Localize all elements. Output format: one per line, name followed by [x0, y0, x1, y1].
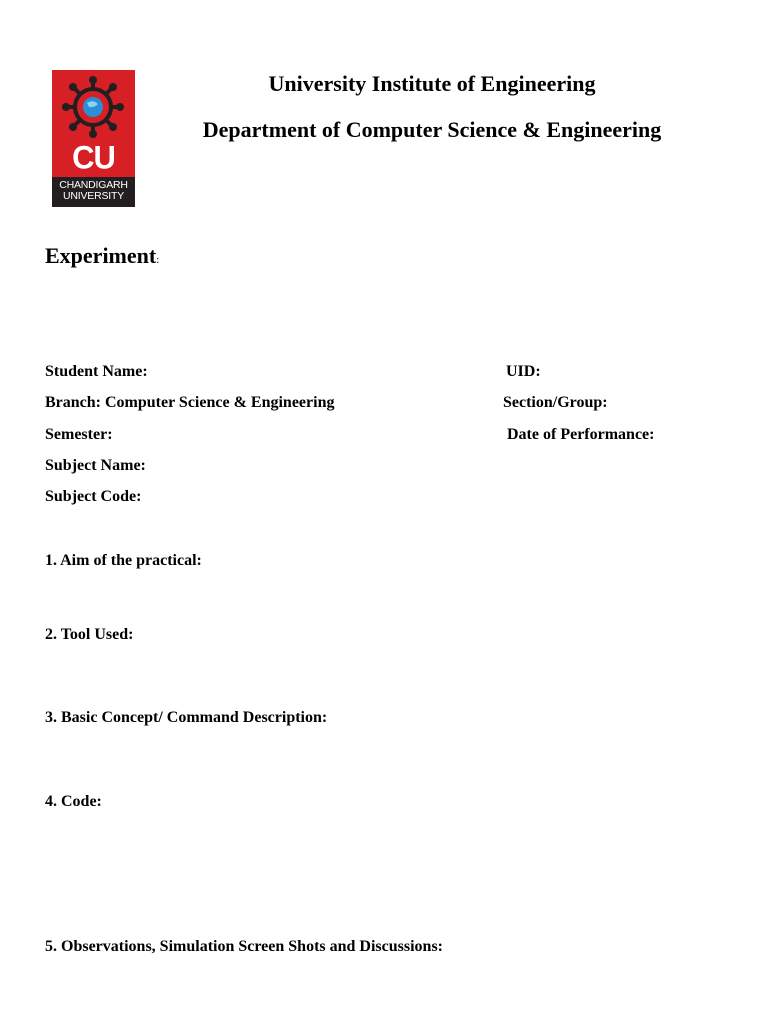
department-title: Department of Computer Science & Engineering	[202, 117, 662, 142]
experiment-label: Experiment	[45, 243, 157, 268]
subject-code-label: Subject Code:	[45, 488, 142, 505]
institute-title: University Institute of Engineering	[268, 71, 596, 96]
section-group-label: Section/Group:	[503, 394, 608, 411]
logo-name-line-1: CHANDIGARH	[59, 179, 128, 191]
section-heading-code: 4. Code:	[45, 793, 102, 810]
section-heading-observations: 5. Observations, Simulation Screen Shots and Discussions:	[45, 938, 443, 955]
uid-label: UID:	[506, 363, 541, 380]
student-name-label: Student Name:	[45, 363, 148, 380]
logo-initials: CU	[72, 139, 115, 176]
gear-emblem-icon	[52, 70, 135, 142]
experiment-colon: :	[156, 254, 160, 266]
section-heading-aim: 1. Aim of the practical:	[45, 552, 202, 569]
experiment-heading	[45, 242, 159, 274]
chandigarh-university-logo	[52, 70, 135, 207]
subject-name-label: Subject Name:	[45, 457, 146, 474]
section-heading-basic-concept: 3. Basic Concept/ Command Description:	[45, 709, 328, 726]
branch-label: Branch: Computer Science & Engineering	[45, 394, 335, 411]
logo-name-band	[52, 177, 135, 207]
section-heading-tool-used: 2. Tool Used:	[45, 626, 134, 643]
semester-label: Semester:	[45, 426, 113, 443]
date-of-performance-label: Date of Performance:	[507, 426, 655, 443]
logo-name-line-2: UNIVERSITY	[62, 190, 124, 202]
